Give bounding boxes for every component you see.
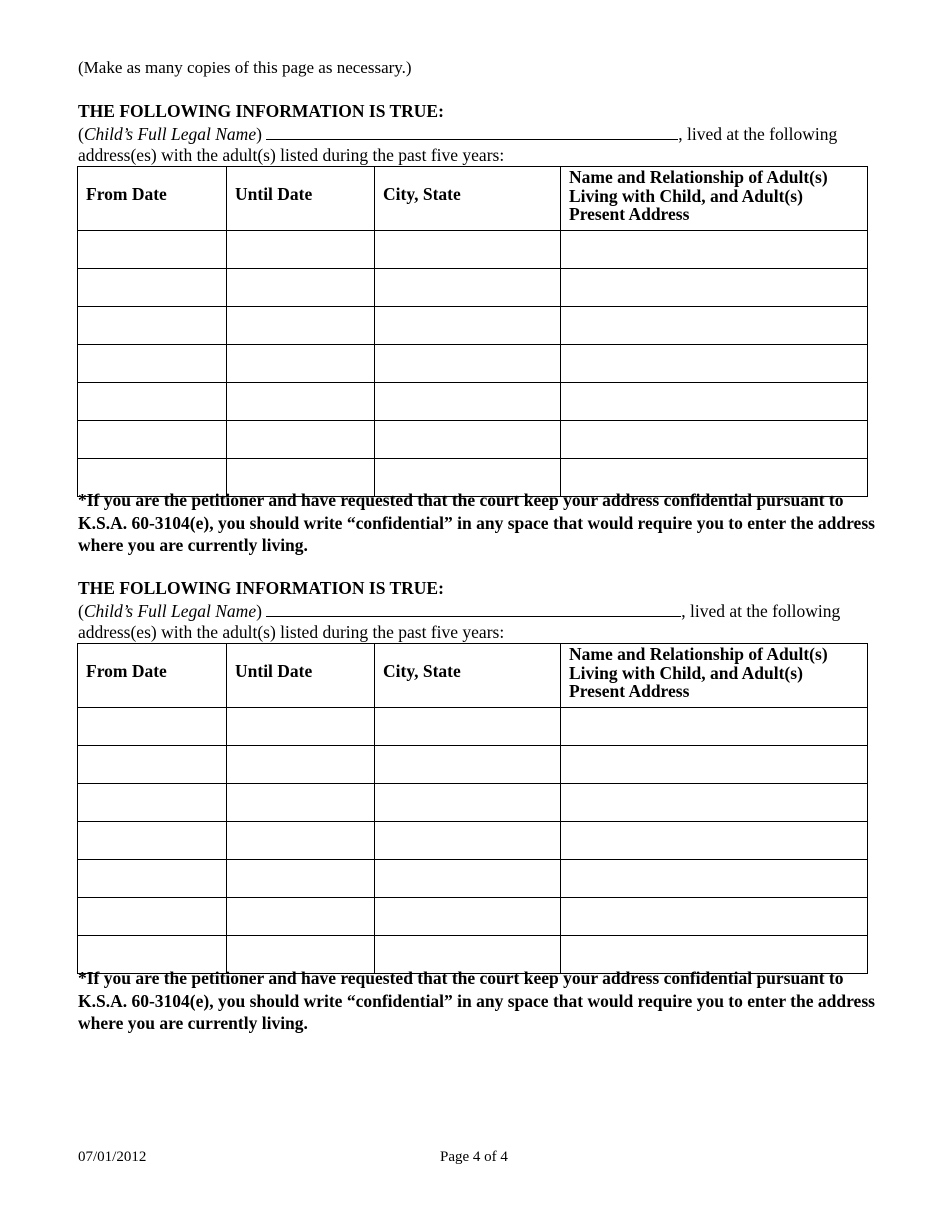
table-row [78, 898, 868, 936]
table-cell[interactable] [561, 421, 868, 459]
table-cell[interactable] [227, 708, 375, 746]
table-cell[interactable] [78, 708, 227, 746]
table-cell[interactable] [375, 822, 561, 860]
section-2-heading: THE FOLLOWING INFORMATION IS TRUE: [78, 578, 444, 598]
table-cell[interactable] [561, 307, 868, 345]
paren-close: ) [256, 124, 262, 144]
table-cell[interactable] [227, 822, 375, 860]
table-cell[interactable] [375, 269, 561, 307]
table-row [78, 784, 868, 822]
col-city-state: City, State [375, 167, 561, 231]
table-cell[interactable] [375, 345, 561, 383]
table-cell[interactable] [78, 231, 227, 269]
table-cell[interactable] [227, 898, 375, 936]
table-header-row [78, 167, 868, 231]
table-row [78, 231, 868, 269]
table-cell[interactable] [375, 898, 561, 936]
table-cell[interactable] [561, 860, 868, 898]
table-cell[interactable] [227, 269, 375, 307]
table-cell[interactable] [375, 231, 561, 269]
table-cell[interactable] [227, 784, 375, 822]
section-1-heading: THE FOLLOWING INFORMATION IS TRUE: [78, 101, 444, 121]
footer-page-number: Page 4 of 4 [440, 1149, 508, 1165]
table-row [78, 269, 868, 307]
table-cell[interactable] [78, 269, 227, 307]
footer-date: 07/01/2012 [78, 1149, 147, 1165]
table-cell[interactable] [561, 708, 868, 746]
section-2-address-line: address(es) with the adult(s) listed during the past five years: [78, 622, 505, 642]
table-cell[interactable] [375, 784, 561, 822]
table-cell[interactable] [561, 383, 868, 421]
table-cell[interactable] [227, 307, 375, 345]
table-cell[interactable] [375, 307, 561, 345]
child-name-blank[interactable] [266, 123, 678, 140]
col-from-date: From Date [78, 167, 227, 231]
section-1-address-table [77, 166, 868, 497]
paren-open: ( [78, 124, 84, 144]
child-name-label: Child’s Full Legal Name [83, 601, 257, 621]
section-2-confidential-warning: *If you are the petitioner and have requested that the court keep your address confidential pursuant to K.S.A. 60-3104(e), you should write “confidential” in any space that would require you to enter the address where you are currently living. [78, 968, 875, 1033]
paren-close: ) [256, 601, 262, 621]
table-cell[interactable] [561, 345, 868, 383]
table-row [78, 421, 868, 459]
section-1-address-line: address(es) with the adult(s) listed during the past five years: [78, 145, 505, 165]
table-cell[interactable] [375, 421, 561, 459]
table-cell[interactable] [561, 269, 868, 307]
table-row [78, 345, 868, 383]
table-cell[interactable] [78, 746, 227, 784]
table-cell[interactable] [375, 708, 561, 746]
table-cell[interactable] [227, 746, 375, 784]
table-cell[interactable] [227, 860, 375, 898]
table-header-row [78, 644, 868, 708]
table-cell[interactable] [375, 860, 561, 898]
table-cell[interactable] [561, 784, 868, 822]
table-cell[interactable] [227, 345, 375, 383]
col-until-date: Until Date [227, 644, 375, 708]
col-until-date: Until Date [227, 167, 375, 231]
table-row [78, 708, 868, 746]
lived-at-text: , lived at the following [678, 124, 838, 144]
child-name-blank[interactable] [266, 600, 681, 617]
table-cell[interactable] [78, 822, 227, 860]
table-cell[interactable] [561, 746, 868, 784]
table-cell[interactable] [78, 784, 227, 822]
col-adult-info: Name and Relationship of Adult(s) Living with Child, and Adult(s) Present Address [561, 167, 868, 231]
lived-at-text: , lived at the following [681, 601, 841, 621]
table-cell[interactable] [227, 383, 375, 421]
table-cell[interactable] [78, 345, 227, 383]
section-2-name-line [78, 600, 878, 622]
child-name-label: Child’s Full Legal Name [83, 124, 257, 144]
table-cell[interactable] [78, 421, 227, 459]
section-1-confidential-warning: *If you are the petitioner and have requested that the court keep your address confidential pursuant to K.S.A. 60-3104(e), you should write “confidential” in any space that would require you to enter the address where you are currently living. [78, 490, 875, 555]
table-row [78, 307, 868, 345]
section-1-name-line [78, 123, 868, 145]
table-cell[interactable] [561, 898, 868, 936]
table-cell[interactable] [375, 383, 561, 421]
table-row [78, 860, 868, 898]
table-row [78, 822, 868, 860]
table-cell[interactable] [375, 746, 561, 784]
table-cell[interactable] [561, 822, 868, 860]
table-cell[interactable] [78, 383, 227, 421]
table-row [78, 746, 868, 784]
copies-note: (Make as many copies of this page as necessary.) [78, 58, 412, 77]
table-cell[interactable] [227, 231, 375, 269]
table-cell[interactable] [561, 231, 868, 269]
paren-open: ( [78, 601, 84, 621]
table-row [78, 383, 868, 421]
table-cell[interactable] [78, 860, 227, 898]
col-city-state: City, State [375, 644, 561, 708]
table-cell[interactable] [78, 898, 227, 936]
col-adult-info: Name and Relationship of Adult(s) Living with Child, and Adult(s) Present Address [561, 644, 868, 708]
section-2-address-table [77, 643, 868, 974]
table-cell[interactable] [227, 421, 375, 459]
col-from-date: From Date [78, 644, 227, 708]
table-cell[interactable] [78, 307, 227, 345]
